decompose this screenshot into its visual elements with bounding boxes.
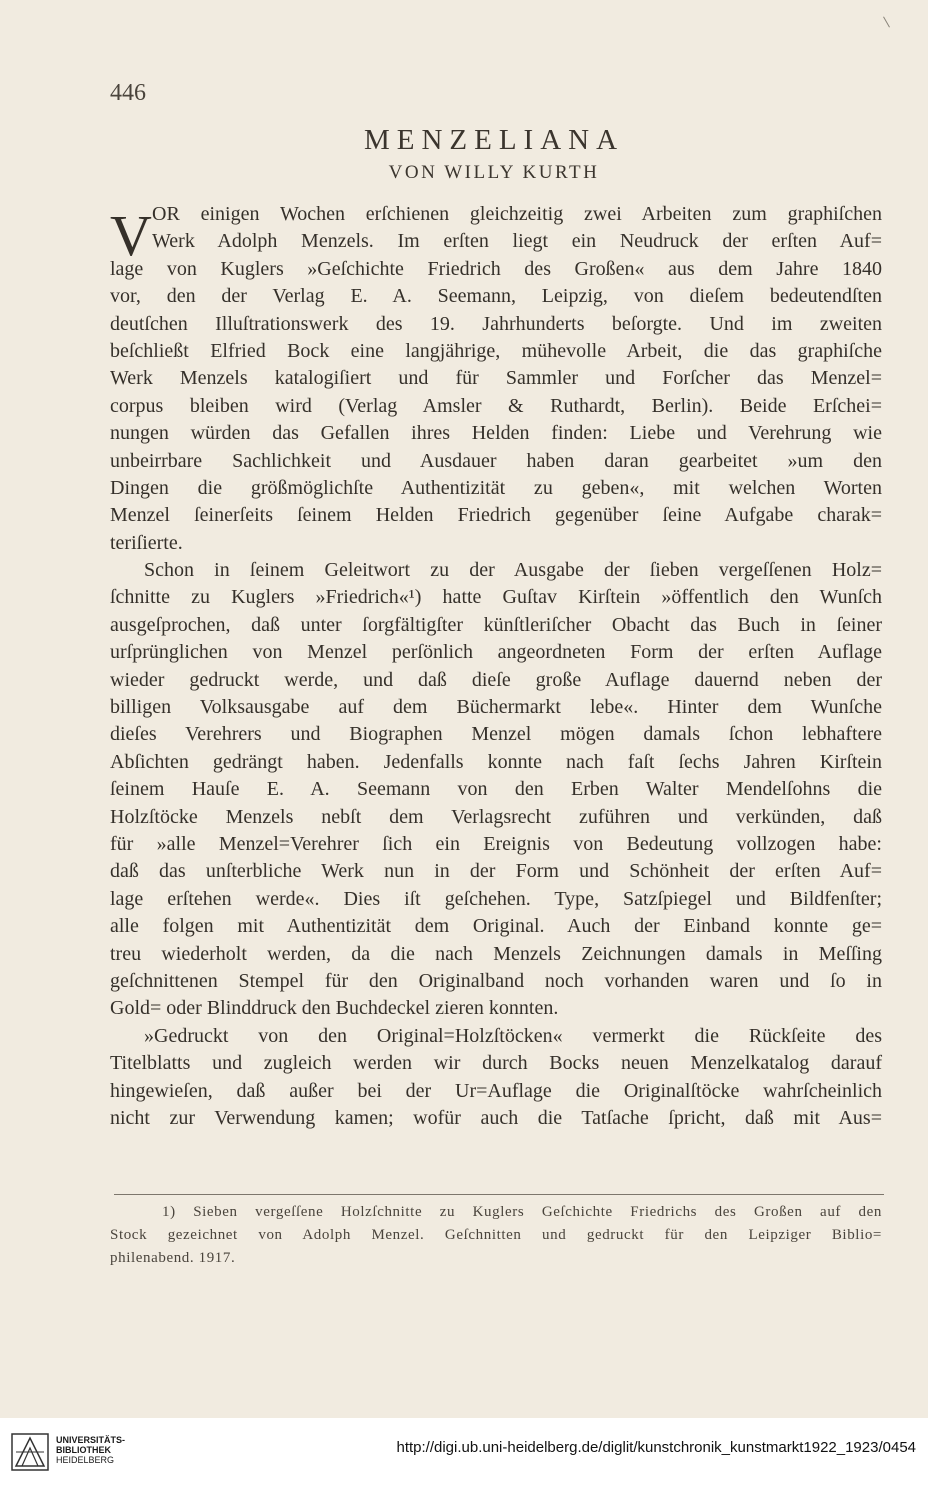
article-body xyxy=(110,201,882,1132)
article-author: VON WILLY KURTH xyxy=(388,162,600,183)
body-line: teriſierte. xyxy=(110,531,183,554)
body-line: nungen würden das Gefallen ihres Helden finden: Liebe und Verehrung wie xyxy=(110,422,882,445)
body-line: Gold= oder Blinddruck den Buchdeckel zieren konnten. xyxy=(110,997,559,1020)
library-name: UNIVERSITÄTS- BIBLIOTHEK HEIDELBERG xyxy=(56,1435,126,1465)
body-line: unbeirrbare Sachlichkeit und Ausdauer haben daran gearbeitet »um den xyxy=(110,449,882,472)
body-line: Schon in ſeinem Geleitwort zu der Ausgabe der ſieben vergeſſenen Holz= xyxy=(144,559,882,582)
footnote-divider xyxy=(114,1194,884,1195)
body-line: deutſchen Illuſtrationswerk des 19. Jahrhunderts beſorgte. Und im zweiten xyxy=(110,312,882,335)
body-line: daß das unſterbliche Werk nun in der Form und Schönheit der erſten Auf= xyxy=(110,860,882,883)
body-line: treu wiederholt werden, da die nach Menzels Zeichnungen damals in Meſſing xyxy=(110,942,882,965)
body-line: »Gedruckt von den Original=Holzſtöcken« vermerkt die Rückſeite des xyxy=(144,1024,882,1047)
body-line: alle folgen mit Authentizität dem Original. Auch der Einband konnte ge= xyxy=(110,915,882,938)
body-line: nicht zur Verwendung kamen; wofür auch die Tatſache ſpricht, daß mit Aus= xyxy=(110,1106,882,1129)
body-line: lage von Kuglers »Geſchichte Friedrich des Großen« aus dem Jahre 1840 xyxy=(110,257,882,280)
university-seal-icon xyxy=(10,1432,50,1472)
body-line: Menzel ſeinerſeits ſeinem Helden Friedrich gegenüber ſeine Aufgabe charak= xyxy=(110,504,882,527)
body-line: für »alle Menzel=Verehrer ſich ein Ereignis von Bedeutung vollzogen habe: xyxy=(110,832,882,855)
body-line: geſchnittenen Stempel für den Originalband noch vorhanden waren und ſo in xyxy=(110,969,882,992)
drop-cap: V xyxy=(110,203,152,268)
footnote-line: 1) Sieben vergeſſene Holzſchnitte zu Kuglers Geſchichte Friedrichs des Großen auf den xyxy=(162,1204,882,1220)
viewer-footer xyxy=(0,1418,928,1485)
body-line: OR einigen Wochen erſchienen gleichzeitig zwei Arbeiten zum graphiſchen xyxy=(152,203,882,225)
source-url-link[interactable]: http://digi.ub.uni-heidelberg.de/diglit/kunstchronik_kunstmarkt1922_1923/0454 xyxy=(396,1439,916,1456)
article-title: MENZELIANA xyxy=(363,124,625,156)
body-line: billigen Volksausgabe auf dem Büchermarkt lebe«. Hinter dem Wunſche xyxy=(110,696,882,719)
body-line: vor, den der Verlag E. A. Seemann, Leipzig, von dieſem bedeutendſten xyxy=(110,285,882,308)
body-line: dieſes Verehrers und Biographen Menzel mögen damals ſchon lebhaftere xyxy=(110,723,882,746)
body-line: Werk Menzels katalogiſiert und für Sammler und Forſcher das Menzel= xyxy=(110,367,882,390)
body-line: Abſichten gedrängt haben. Jedenfalls konnte nach faſt ſechs Jahren Kirſtein xyxy=(110,750,882,773)
body-line: Holzſtöcke Menzels nebſt dem Verlagsrecht zuführen und verkünden, daß xyxy=(110,805,882,828)
body-line: ausgeſprochen, daß unter ſorgfältigſter künſtleriſcher Obacht das Buch in ſeiner xyxy=(110,613,882,636)
body-line: ſchnitte zu Kuglers »Friedrich«¹) hatte Guſtav Kirſtein »öffentlich den Wunſch xyxy=(110,586,882,609)
body-line: urſprünglichen von Menzel perſönlich angeordneten Form der erſten Auflage xyxy=(110,641,882,664)
body-line: ſeinem Hauſe E. A. Seemann von den Erben Walter Mendelſohns die xyxy=(110,778,882,801)
body-line: Titelblatts und zugleich werden wir durch Bocks neuen Menzelkatalog darauf xyxy=(110,1052,882,1075)
footnote-line: Stock gezeichnet von Adolph Menzel. Geſchnitten und gedruckt für den Leipziger Biblio= xyxy=(110,1227,882,1243)
body-line: beſchließt Elfried Bock eine langjährige, mühevolle Arbeit, die das graphiſche xyxy=(110,339,882,362)
body-line: wieder gedruckt werde, und daß dieſe große Auflage dauernd neben der xyxy=(110,668,882,691)
footnote-line: philenabend. 1917. xyxy=(110,1250,236,1266)
footnote xyxy=(110,1201,882,1270)
body-line: hingewieſen, daß außer bei der Ur=Auflage die Originalſtöcke wahrſcheinlich xyxy=(110,1079,882,1102)
body-line: Werk Adolph Menzels. Im erſten liegt ein Neudruck der erſten Auf= xyxy=(152,230,882,253)
page-number: 446 xyxy=(110,80,146,106)
scan-mark xyxy=(883,17,890,28)
body-line: lage erſtehen werde«. Dies iſt geſchehen. Type, Satzſpiegel und Bildfenſter; xyxy=(110,887,882,910)
body-line: Dingen die größmöglichſte Authentizität zu geben«, mit welchen Worten xyxy=(110,476,882,499)
body-line: corpus bleiben wird (Verlag Amsler & Ruthardt, Berlin). Beide Erſchei= xyxy=(110,394,882,417)
